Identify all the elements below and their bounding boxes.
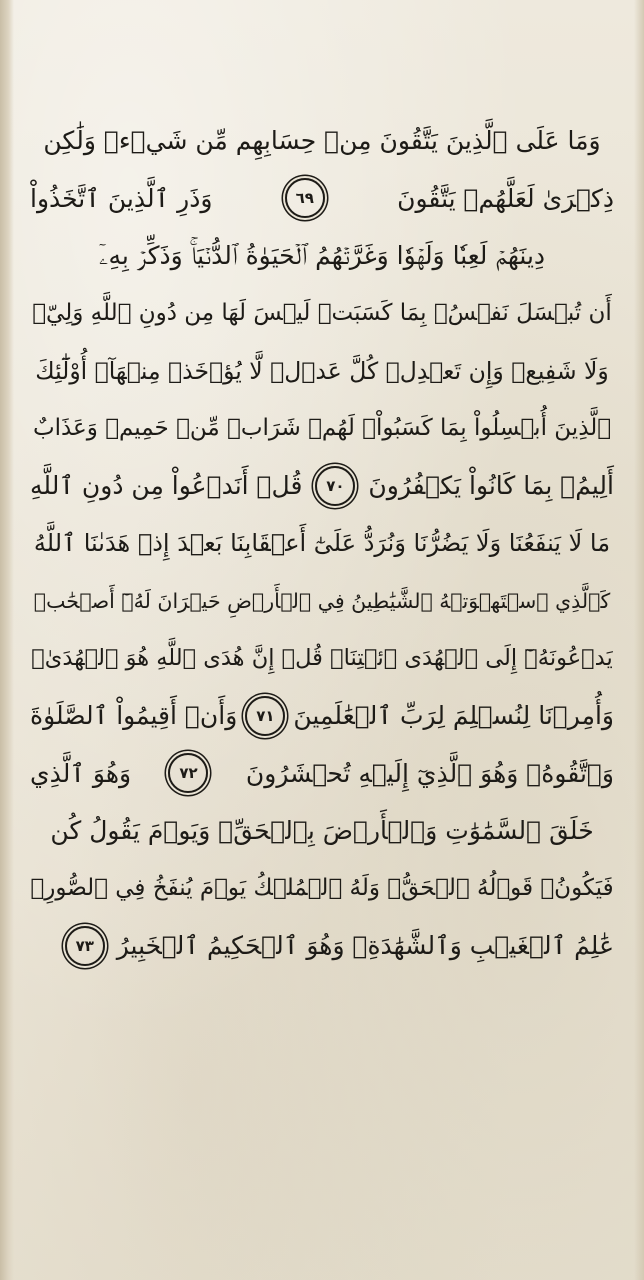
verse-line — [30, 860, 614, 918]
verse-line — [30, 802, 614, 860]
page-edge-right — [634, 0, 644, 1280]
verse-text: ٱلَّذِينَ أُبۡسِلُواْ بِمَا كَسَبُواْۖ لَهُمۡ شَرَابٞ مِّنۡ حَمِيمٖ وَعَذَابٌ — [32, 415, 612, 442]
ayah-number-marker: ٧٣ — [65, 926, 105, 966]
ayah-number-marker: ٧٢ — [168, 753, 208, 793]
verse-text: مَا لَا يَنفَعُنَا وَلَا يَضُرُّنَا وَنُرَدُّ عَلَىٰٓ أَعۡقَابِنَا بَعۡدَ إِذۡ هَدَىٰنَا ٱللَّهُ — [33, 529, 611, 558]
verse-text: أَلِيمُۢ بِمَا كَانُواْ يَكۡفُرُونَ — [368, 471, 614, 501]
verse-line — [30, 630, 614, 688]
verse-line — [30, 917, 614, 975]
verse-text: ذِكۡرَىٰ لَعَلَّهُمۡ يَتَّقُونَ — [397, 183, 614, 213]
verse-text: وَهُوَ ٱلَّذِي — [30, 758, 132, 788]
verse-line — [30, 112, 614, 170]
verse-line — [30, 285, 614, 343]
verse-text: وَذَرِ ٱلَّذِينَ ٱتَّخَذُواْ — [30, 183, 213, 213]
verse-line — [30, 745, 614, 803]
ayah-number-marker: ٧١ — [245, 696, 285, 736]
verse-line — [30, 227, 614, 285]
ayah-number-marker: ٦٩ — [285, 178, 325, 218]
verse-text: وَأُمِرۡنَا لِنُسۡلِمَ لِرَبِّ ٱلۡعَٰلَمِينَ — [293, 701, 614, 731]
verse-text: وَلَا شَفِيعٞ وَإِن تَعۡدِلۡ كُلَّ عَدۡلٖ لَّا يُؤۡخَذۡ مِنۡهَآۗ أُوْلَٰٓئِكَ — [35, 356, 609, 385]
verse-text: قُلۡ أَنَدۡعُواْ مِن دُونِ ٱللَّهِ — [30, 471, 303, 501]
page-edge-left — [0, 0, 14, 1280]
verse-text: دِينَهُمۡ لَعِبٗا وَلَهۡوٗا وَغَرَّتۡهُمُ ٱلۡحَيَوٰةُ ٱلدُّنۡيَاۚ وَذَكِّرۡ بِهِۦٓ — [98, 240, 546, 270]
verse-text: وَٱتَّقُوهُۚ وَهُوَ ٱلَّذِيٓ إِلَيۡهِ تُحۡشَرُونَ — [245, 758, 614, 788]
verse-text: وَمَا عَلَى ٱلَّذِينَ يَتَّقُونَ مِنۡ حِسَابِهِم مِّن شَيۡءٖ وَلَٰكِن — [43, 126, 601, 156]
verse-text: يَدۡعُونَهُۥٓ إِلَى ٱلۡهُدَى ٱئۡتِنَاۗ قُلۡ إِنَّ هُدَى ٱللَّهِ هُوَ ٱلۡهُدَىٰۖ — [31, 645, 613, 672]
verse-text: أَن تُبۡسَلَ نَفۡسُۢ بِمَا كَسَبَتۡ لَيۡسَ لَهَا مِن دُونِ ٱللَّهِ وَلِيّٞ — [32, 300, 612, 327]
verse-text: خَلَقَ ٱلسَّمَٰوَٰتِ وَٱلۡأَرۡضَ بِٱلۡحَقِّۖ وَيَوۡمَ يَقُولُ كُن — [50, 816, 594, 846]
verse-text: فَيَكُونُۚ قَوۡلُهُ ٱلۡحَقُّۚ وَلَهُ ٱلۡمُلۡكُ يَوۡمَ يُنفَخُ فِي ٱلصُّورِۚ — [30, 875, 614, 902]
verse-text: عَٰلِمُ ٱلۡغَيۡبِ وَٱلشَّهَٰدَةِۚ وَهُوَ ٱلۡحَكِيمُ ٱلۡخَبِيرُ — [116, 931, 614, 961]
verse-line — [30, 572, 614, 630]
verse-text: وَأَنۡ أَقِيمُواْ ٱلصَّلَوٰةَ — [30, 701, 238, 731]
verse-text-block — [30, 112, 614, 975]
verse-line — [30, 170, 614, 228]
verse-line — [30, 515, 614, 573]
verse-line — [30, 342, 614, 400]
verse-line — [30, 400, 614, 458]
verse-line — [30, 457, 614, 515]
verse-line — [30, 687, 614, 745]
verse-text: كَٱلَّذِي ٱسۡتَهۡوَتۡهُ ٱلشَّيَٰطِينُ فِي ٱلۡأَرۡضِ حَيۡرَانَ لَهُۥٓ أَصۡحَٰبٞ — [33, 588, 611, 613]
ayah-number-marker: ٧٠ — [315, 466, 355, 506]
